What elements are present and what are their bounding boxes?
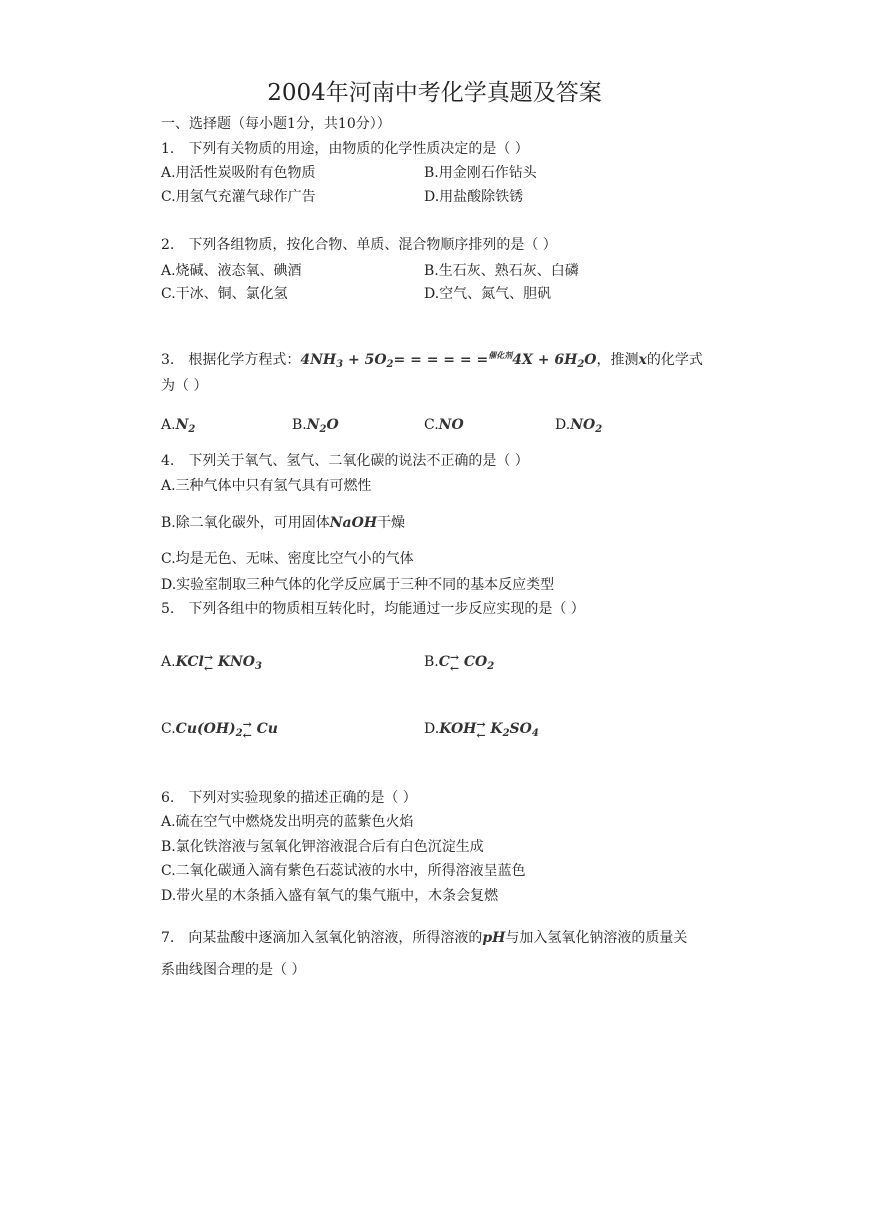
product-subscript-2: 4 <box>531 728 539 739</box>
question-6-option-c: C.二氧化碳通入滴有紫色石蕊试液的水中，所得溶液呈蓝色 <box>161 863 526 879</box>
equation-plus: + 5O <box>343 352 387 368</box>
product-tail: SO <box>509 721 532 737</box>
question-6-option-a: A.硫在空气中燃烧发出明亮的蓝紫色火焰 <box>161 814 414 830</box>
question-5-option-a <box>161 652 262 677</box>
reactant: KOH <box>439 721 477 737</box>
question-3-stem <box>161 345 703 375</box>
formula-tail: O <box>326 417 339 433</box>
question-3-stem-pre: 3. 根据化学方程式： <box>161 352 301 368</box>
formula-subscript: 2 <box>319 424 327 435</box>
option-b-post: 干燥 <box>377 515 406 531</box>
option-label: B. <box>424 654 439 670</box>
question-3-stem-post: 的化学式 <box>646 352 703 368</box>
question-6-option-b: B.氯化铁溶液与氢氧化钾溶液混合后有白色沉淀生成 <box>161 839 484 855</box>
product-subscript: 2 <box>502 728 510 739</box>
reactant-subscript: 2 <box>235 728 243 739</box>
formula-subscript: 2 <box>188 424 196 435</box>
question-1-option-b: B.用金刚石作钻头 <box>424 165 537 181</box>
question-7-stem <box>161 928 687 948</box>
question-6-option-d: D.带火星的木条插入盛有氧气的集气瓶中，木条会复燃 <box>161 888 499 904</box>
question-4-option-a: A.三种气体中只有氢气具有可燃性 <box>161 478 372 494</box>
reactant: C <box>438 654 450 670</box>
formula: N <box>306 417 320 433</box>
question-2-option-b: B.生石灰、熟石灰、白磷 <box>424 263 579 279</box>
question-7-stem-pre: 7. 向某盐酸中逐滴加入氢氧化钠溶液，所得溶液的 <box>161 930 483 946</box>
double-arrow-icon: → ← <box>476 718 486 742</box>
question-1-option-c: C.用氢气充灌气球作广告 <box>161 189 316 205</box>
question-4-option-c: C.均是无色、无味、密度比空气小的气体 <box>161 551 414 567</box>
question-3-option-a <box>161 415 195 440</box>
question-3-option-b <box>292 415 339 440</box>
question-5-option-b <box>424 652 494 677</box>
double-arrow-icon: → ← <box>449 651 460 675</box>
option-label: D. <box>555 417 571 433</box>
page-title: 2004年河南中考化学真题及答案 <box>267 80 602 106</box>
formula-naoh: NaOH <box>329 515 378 531</box>
product: KNO <box>217 654 255 670</box>
question-3-stem-line2: 为（ ） <box>161 378 208 394</box>
question-3-stem-mid: ，推测 <box>596 352 639 368</box>
question-3-option-d <box>555 415 602 440</box>
formula: NO <box>438 417 464 433</box>
question-6-stem: 6. 下列对实验现象的描述正确的是（ ） <box>161 790 417 806</box>
formula: NO <box>570 417 596 433</box>
question-4-option-b <box>161 513 405 533</box>
question-7-stem-post: 与加入氢氧化钠溶液的质量关 <box>505 930 688 946</box>
question-5-stem: 5. 下列各组中的物质相互转化时，均能通过一步反应实现的是（ ） <box>161 601 585 617</box>
question-2-stem: 2. 下列各组物质，按化合物、单质、混合物顺序排列的是（ ） <box>161 237 557 253</box>
equation-lhs-subscript: 3 <box>336 359 344 370</box>
reactant: KCl <box>175 654 204 670</box>
question-1-stem: 1. 下列有关物质的用途，由物质的化学性质决定的是（ ） <box>161 141 529 157</box>
product: CO <box>463 654 488 670</box>
question-1-option-a: A.用活性炭吸附有色物质 <box>161 165 316 181</box>
question-2-option-d: D.空气、氮气、胆矾 <box>424 286 552 302</box>
equation-rhs: 4X + 6H <box>512 352 578 368</box>
double-arrow-icon: → ← <box>203 651 214 675</box>
question-4-stem: 4. 下列关于氧气、氢气、二氧化碳的说法不正确的是（ ） <box>161 453 529 469</box>
question-5-option-d <box>424 719 539 744</box>
product: K <box>490 721 503 737</box>
product-subscript: 3 <box>255 661 262 672</box>
option-label: C. <box>424 417 439 433</box>
question-7-stem-line2: 系曲线图合理的是（ ） <box>161 962 306 978</box>
equation-lhs: 4NH <box>300 352 337 368</box>
option-label: A. <box>161 417 176 433</box>
equation-catalyst: 催化剂 <box>488 350 513 360</box>
question-4-option-d: D.实验室制取三种气体的化学反应属于三种不同的基本反应类型 <box>161 577 555 593</box>
equation-equals: = = = = = = <box>393 352 489 368</box>
ph-symbol: pH <box>482 930 506 946</box>
question-2-option-a: A.烧碱、液态氧、碘酒 <box>161 263 302 279</box>
chemical-equation <box>300 352 596 368</box>
option-label: C. <box>161 721 176 737</box>
equation-plus-subscript: 2 <box>386 359 394 370</box>
section-heading: 一、选择题（每小题1分，共10分）） <box>161 116 391 132</box>
option-label: A. <box>161 654 176 670</box>
question-1-option-d: D.用盐酸除铁锈 <box>424 189 524 205</box>
option-label: B. <box>292 417 307 433</box>
product: Cu <box>256 721 278 737</box>
question-2-option-c: C.干冰、铜、氯化氢 <box>161 286 288 302</box>
variable-x: x <box>638 352 647 368</box>
question-5-option-c <box>161 719 278 744</box>
reactant: Cu(OH) <box>175 721 236 737</box>
product-subscript: 2 <box>487 661 495 672</box>
equation-rhs-tail: O <box>584 352 597 368</box>
option-label: D. <box>424 721 440 737</box>
equation-rhs-subscript: 2 <box>577 359 585 370</box>
formula-subscript: 2 <box>595 424 603 435</box>
double-arrow-icon: → ← <box>242 718 252 742</box>
formula: N <box>175 417 189 433</box>
question-3-option-c <box>424 415 464 435</box>
option-b-pre: B.除二氧化碳外，可用固体 <box>161 515 330 531</box>
